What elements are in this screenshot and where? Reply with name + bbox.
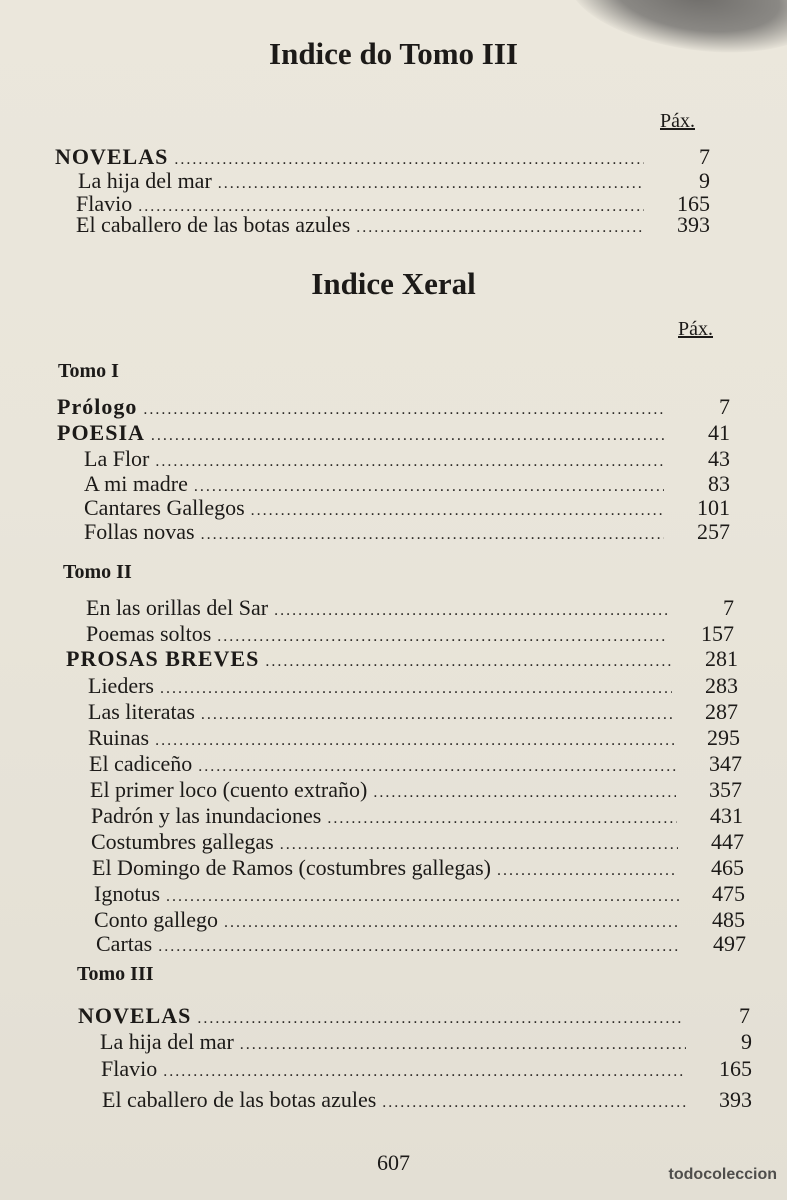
toc-row: [55, 144, 710, 170]
toc-entry-page: 101: [697, 495, 730, 520]
toc-entry-label: El Domingo de Ramos (costumbres gallegas): [92, 855, 491, 880]
toc-entry-page: 7: [739, 1003, 750, 1028]
toc-entry-label: NOVELAS: [78, 1003, 192, 1028]
toc-entry-label: Poemas soltos: [86, 621, 212, 646]
toc-row: [84, 495, 730, 521]
leader-dots: [240, 1036, 686, 1054]
toc-row: [84, 519, 730, 545]
leader-dots: [197, 1010, 684, 1028]
leader-dots: [201, 526, 664, 544]
toc-row: [91, 803, 743, 829]
toc-entry-label: NOVELAS: [55, 144, 169, 169]
toc-row: [76, 212, 710, 238]
tomo3-label: Tomo III: [77, 963, 154, 985]
toc-row: [78, 1003, 750, 1029]
toc-entry-label: Flavio: [101, 1056, 158, 1081]
toc-entry-page: 281: [705, 646, 738, 671]
leader-dots: [158, 938, 680, 956]
leader-dots: [373, 784, 676, 802]
leader-dots: [166, 888, 679, 906]
leader-dots: [280, 836, 678, 854]
toc-entry-page: 485: [712, 907, 745, 932]
toc-row: [90, 777, 742, 803]
leader-dots: [265, 653, 672, 671]
toc-row: [100, 1029, 752, 1055]
toc-entry-page: 347: [709, 751, 742, 776]
toc-entry-page: 447: [711, 829, 744, 854]
toc-entry-page: 465: [711, 855, 744, 880]
toc-entry-page: 43: [708, 446, 730, 471]
toc-row: [84, 471, 730, 497]
toc-entry-label: Costumbres gallegas: [91, 829, 274, 854]
leader-dots: [356, 219, 644, 237]
toc-entry-label: La hija del mar: [78, 168, 212, 193]
toc-entry-label: PROSAS BREVES: [66, 646, 260, 671]
toc-entry-label: El caballero de las botas azules: [102, 1087, 377, 1112]
toc-entry-page: 295: [707, 725, 740, 750]
toc-entry-page: 257: [697, 519, 730, 544]
toc-row: [96, 931, 746, 957]
leader-dots: [194, 478, 664, 496]
general-index-pax-header: Páx.: [678, 318, 713, 340]
toc-entry-label: Follas novas: [84, 519, 195, 544]
leader-dots: [217, 628, 668, 646]
page-number: 607: [377, 1150, 410, 1175]
watermark: todocoleccion: [668, 1166, 777, 1183]
toc-entry-page: 7: [699, 144, 710, 169]
toc-entry-label: El primer loco (cuento extraño): [90, 777, 368, 802]
toc-entry-page: 9: [699, 168, 710, 193]
toc-entry-page: 83: [708, 471, 730, 496]
leader-dots: [174, 151, 644, 169]
toc-entry-page: 41: [708, 420, 730, 445]
leader-dots: [143, 401, 664, 419]
leader-dots: [382, 1094, 686, 1112]
toc-entry-page: 9: [741, 1029, 752, 1054]
toc-row: [89, 751, 742, 777]
toc-entry-label: Flavio: [76, 191, 133, 216]
toc-entry-label: La hija del mar: [100, 1029, 234, 1054]
toc-entry-page: 165: [719, 1056, 752, 1081]
toc-entry-page: 7: [723, 595, 734, 620]
leader-dots: [497, 862, 678, 880]
toc-row: [92, 855, 744, 881]
toc-entry-label: Cantares Gallegos: [84, 495, 245, 520]
general-index-title: Indice Xeral: [311, 266, 476, 301]
toc-entry-page: 7: [719, 394, 730, 419]
toc-entry-label: Cartas: [96, 931, 153, 956]
tomo1-label: Tomo I: [58, 360, 119, 382]
toc-entry-page: 287: [705, 699, 738, 724]
toc-entry-label: El cadiceño: [89, 751, 193, 776]
toc-row: [88, 673, 738, 699]
leader-dots: [155, 732, 674, 750]
toc-entry-page: 475: [712, 881, 745, 906]
leader-dots: [155, 453, 664, 471]
toc-entry-label: La Flor: [84, 446, 150, 471]
leader-dots: [163, 1063, 686, 1081]
toc-entry-page: 357: [709, 777, 742, 802]
toc-entry-page: 165: [677, 191, 710, 216]
toc-entry-label: Las literatas: [88, 699, 195, 724]
toc-row: [57, 394, 730, 420]
toc-row: [102, 1087, 752, 1113]
toc-row: [101, 1056, 752, 1082]
toc-entry-label: POESIA: [57, 420, 145, 445]
toc-row: [57, 420, 730, 446]
toc-entry-page: 157: [701, 621, 734, 646]
toc-row: [91, 829, 744, 855]
toc-entry-page: 393: [677, 212, 710, 237]
toc-entry-label: Conto gallego: [94, 907, 219, 932]
tomo3-index-pax-header: Páx.: [660, 110, 695, 132]
toc-row: [86, 621, 734, 647]
leader-dots: [274, 602, 668, 620]
toc-entry-page: 393: [719, 1087, 752, 1112]
toc-entry-label: En las orillas del Sar: [86, 595, 269, 620]
toc-row: [66, 646, 738, 672]
toc-row: [84, 446, 730, 472]
leader-dots: [224, 914, 679, 932]
toc-entry-label: Padrón y las inundaciones: [91, 803, 322, 828]
leader-dots: [198, 758, 676, 776]
toc-entry-label: El caballero de las botas azules: [76, 212, 351, 237]
leader-dots: [251, 502, 664, 520]
tomo2-label: Tomo II: [63, 561, 132, 583]
toc-entry-page: 431: [710, 803, 743, 828]
tomo3-index-title: Indice do Tomo III: [269, 36, 518, 71]
leader-dots: [327, 810, 677, 828]
leader-dots: [160, 680, 672, 698]
toc-entry-page: 497: [713, 931, 746, 956]
toc-row: [88, 725, 740, 751]
toc-entry-label: A mi madre: [84, 471, 188, 496]
toc-row: [94, 881, 745, 907]
leader-dots: [151, 427, 664, 445]
leader-dots: [201, 706, 672, 724]
toc-entry-page: 283: [705, 673, 738, 698]
toc-row: [94, 907, 745, 933]
toc-entry-label: Ignotus: [94, 881, 160, 906]
toc-row: [88, 699, 738, 725]
toc-row: [86, 595, 734, 621]
toc-entry-label: Lieders: [88, 673, 154, 698]
toc-entry-label: Ruinas: [88, 725, 150, 750]
toc-entry-label: Prólogo: [57, 394, 138, 419]
